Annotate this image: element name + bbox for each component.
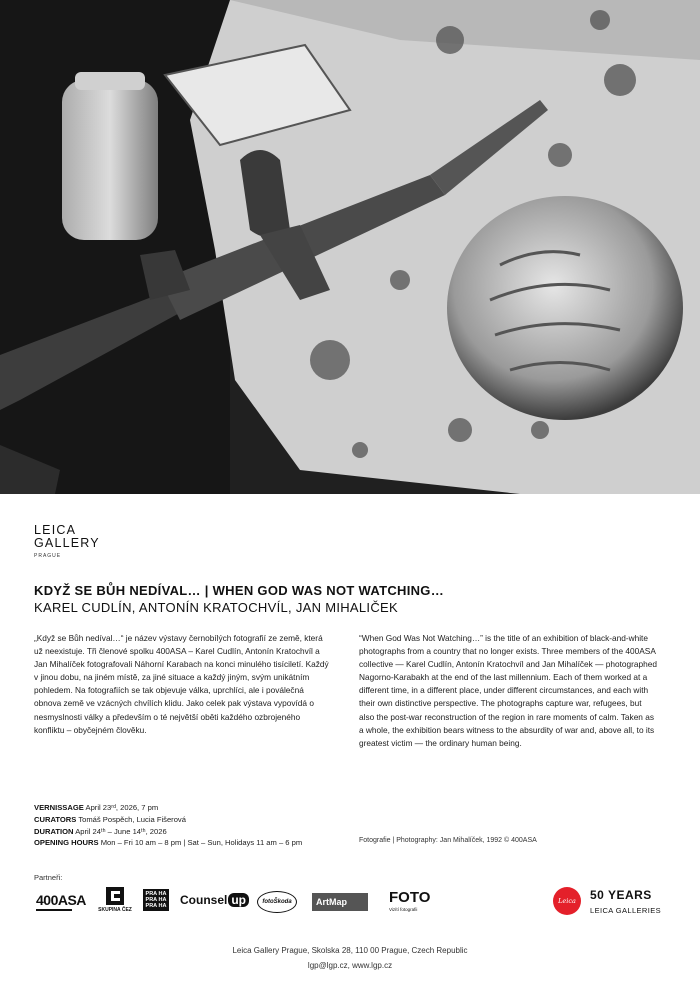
partners-label: Partneři: xyxy=(34,873,63,882)
foto-label: FOTO xyxy=(389,889,431,906)
duration-row xyxy=(34,826,302,838)
description-czech: „Když se Bůh nedíval…“ je název výstavy černobílých fotografií ze země, která už neexistuje. Tři členové spolku 400ASA – Karel Cudlín, Antonín Kratochvíl a Jan Mihalíček fotografovali Náhorní Karabach na konci minulého tisíciletí. Každý v jinou dobu, na jiném místě, za jiné situace a každý jiným, svým unikátním pohledem. Na fotografiích se tak objevuje válka, uprchlíci, ale i poválečná obnova země ve vzácných chvílích klidu. Jako celek pak výstava vypovídá o nesmyslnosti války a především o té největší oběti každého ozbrojeného konfliktu – obyčejném člověku. xyxy=(34,633,329,735)
vernissage-row xyxy=(34,802,302,814)
duration-value: April 24ᵗʰ – June 14ᵗʰ, 2026 xyxy=(75,826,167,836)
fotoskoda-label: fotoŠkoda xyxy=(262,899,292,905)
anniversary-sub: LEICA GALLERIES xyxy=(590,906,662,915)
gallery-logo-line1: LEICA xyxy=(34,523,77,537)
counsel-text: Counsel xyxy=(180,893,228,907)
leica-red-logo-icon: Leica xyxy=(553,887,581,915)
footer-contact[interactable]: lgp@lgp.cz, www.lgp.cz xyxy=(307,961,393,970)
curators-label: CURATORS xyxy=(34,814,77,824)
description-english: “When God Was Not Watching…” is the title of an exhibition of black-and-white photographs from a country that no longer exists. Three members of the 400ASA collective — Karel Cudlín, Antonín Kratochvíl and Jan Mihalíček — photographed Nagorno-Karabakh at the end of the last millennium. Each of them worked at a different time, in a different place, under different circumstances, and each with their own distinctive perspective. The photographs capture war, refugees, but also the post-war reconstruction of the region in rare moments of calm. Taken as a whole, the exhibition bears witness to the absurdity of war and, above all, to its greatest victim — the ordinary human being. xyxy=(359,633,657,748)
cez-label: SKUPINA ČEZ xyxy=(98,907,132,913)
partner-artmap-logo xyxy=(312,893,368,911)
photo-credit: Fotografie | Photography: Jan Mihalíček, 1992 © 400ASA xyxy=(359,837,537,844)
praha-label: PRA HA xyxy=(145,891,167,897)
curators-value: Tomáš Pospěch, Lucia Fišerová xyxy=(78,814,186,824)
artmap-label: ArtMap xyxy=(316,897,347,907)
partner-foto-logo xyxy=(389,889,430,912)
partner-fotoskoda-logo xyxy=(257,891,297,913)
exhibition-photograph xyxy=(0,0,700,494)
footer-address: Leica Gallery Prague, Skolska 28, 110 00 Prague, Czech Republic xyxy=(232,946,468,955)
duration-label: DURATION xyxy=(34,826,74,836)
opening-hours-label: OPENING HOURS xyxy=(34,838,99,848)
gallery-logo xyxy=(34,524,100,559)
partner-praha-logo: PRA HA PRA HA PRA HA xyxy=(143,889,169,911)
vernissage-value: April 23ʳᵈ, 2026, 7 pm xyxy=(85,803,159,812)
opening-hours-row xyxy=(34,837,302,849)
curators-row xyxy=(34,814,302,826)
partner-400asa-text: 400ASA xyxy=(36,892,86,908)
exhibition-artists: KAREL CUDLÍN, ANTONÍN KRATOCHVÍL, JAN MIHALIČEK xyxy=(34,600,398,615)
gallery-logo-line2: GALLERY xyxy=(34,536,100,550)
exhibition-title: KDYŽ SE BŮH NEDÍVAL… | WHEN GOD WAS NOT WATCHING… xyxy=(34,583,445,598)
partner-400asa-logo xyxy=(36,892,86,911)
anniversary-years: 50 YEARS xyxy=(590,888,652,902)
opening-hours-value: Mon – Fri 10 am – 8 pm | Sat – Sun, Holidays 11 am – 6 pm xyxy=(100,838,303,848)
counsel-up-text: up xyxy=(228,893,249,907)
partner-cez-logo xyxy=(95,887,135,913)
gallery-city: PRAGUE xyxy=(34,553,62,559)
partner-counselup-logo xyxy=(180,893,249,907)
vernissage-label: VERNISSAGE xyxy=(34,803,84,812)
foto-sub-label: Vizítí fotografii xyxy=(389,907,418,912)
event-info xyxy=(34,802,302,849)
cez-mark-icon xyxy=(106,887,124,905)
